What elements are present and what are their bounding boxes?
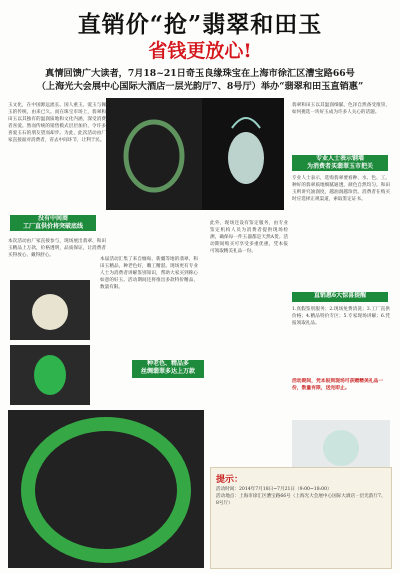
- right-banner-1: [292, 155, 388, 171]
- middle-banner-line-1: 种老色、精品多: [146, 360, 189, 367]
- right-banner-1-line-1: 专业人士表示钢墙: [315, 155, 364, 162]
- left-photo-pendant-2: [10, 345, 90, 405]
- info-body: [216, 486, 386, 507]
- right-body-text-2: 1.真假鉴别服务；2.现场免费清洗；3.工厂直供价格；4.精品特价专区；5.专家现场讲解；6.凭报领取礼品。: [292, 307, 390, 326]
- green-bangle-image: [8, 410, 204, 568]
- right-banner-2: [292, 292, 388, 302]
- right-banner-1-line-2: 为消费者买翡翠玉市把关: [306, 163, 373, 170]
- light-jade-pendant-image: [292, 420, 390, 472]
- intro-line-1: 真情回馈广大读者，7月18~21日奇玉良缘珠宝在上海市徐汇区漕宝路66号: [45, 68, 355, 79]
- info-time: 活动时间：2014年7月18日~7月21日（9:00~18:00）: [216, 487, 332, 492]
- middle-body-text-2: 此外，现场还设有鉴定服务，由专业鉴定机构人员为消费者提供现场检测，确保每一件玉器都是天然A货。活动期间购买可享受多重优惠，凭本报可领取精美礼品一份。: [210, 221, 288, 254]
- right-banner-2-text: 直销惠6大惊喜提醒: [313, 292, 367, 299]
- left-photo-bracelet: [106, 98, 202, 210]
- intro-line-2: （上海光大会展中心国际大酒店一层光韵厅7、8号厅）举办“翡翠和田玉直销惠”: [36, 80, 364, 92]
- large-bangle-photo: [8, 410, 204, 568]
- info-place: 活动地点：上海市徐汇区漕宝路66号（上海光大会展中心国际大酒店一层光韵厅7、8号厅）: [216, 494, 386, 506]
- white-jade-pendant-image: [10, 280, 90, 340]
- right-red-notice: 活动期间，凭本报到现场可获赠精美礼品一份，数量有限，送完即止。: [292, 378, 384, 391]
- right-body-text-1: 专业人士表示，选购翡翠要看种、水、色、工。种好的翡翠质地细腻通透，颜色自然均匀。和田玉则讲究油润度，越油润越珍贵。消费者在购买时应选择正规渠道，索取鉴定证书。: [292, 176, 390, 202]
- info-heading: 提示：: [216, 475, 244, 485]
- left-banner-line-1: 没有中间商: [37, 215, 68, 222]
- middle-banner: [132, 360, 204, 378]
- middle-body-text: 本届活动汇集了来自缅甸、新疆等地的翡翠、和田玉精品，种老色好，雕工精湛。现场更有专业人士为消费者讲解鉴别知识，帮助大家买到称心如意的好玉。活动期间还将推出多款特价精品，数量有限。: [100, 257, 198, 290]
- intro-paragraph: [12, 68, 388, 93]
- jade-bracelet-image: [106, 98, 202, 210]
- headline: 直销价“抢”翡翠和田玉: [77, 11, 323, 38]
- sub-headline: 省钱更放心!: [148, 40, 252, 62]
- green-jade-pendant-image: [10, 345, 90, 405]
- left-photo-pendant-1: [10, 280, 90, 340]
- right-body-text-0: 翡翠和田玉以其温润细腻、色泽自然备受推崇，如何挑选一块好玉成为许多人关心的话题。: [292, 103, 390, 115]
- left-green-banner: [10, 215, 96, 231]
- right-photo-pendant: [292, 420, 390, 472]
- jade-pendant-image: [202, 98, 284, 210]
- center-photo-pendant: [202, 98, 284, 210]
- middle-banner-line-2: 丝绸翡翠多达上万款: [140, 368, 195, 375]
- left-body-text: 玉文化，在中国源远流长。国人重玉，爱玉与佩玉的传统，由来已久。而在珠宝市场上，翡翠和田玉以其独有的温润质地和文化内涵，深受消费者喜爱。然而传统的销售模式层层加价，令许多喜爱玉石的朋友望而却步。为此，此次活动由厂家直接面对消费者，省去中间环节，让利于民。: [8, 103, 106, 143]
- left-banner-line-2: 工厂直供价将突破底线: [22, 223, 83, 230]
- left-body-text-2: 本次活动由厂家直接参与，现场展出翡翠、和田玉精品上万款，价格透明，品质保证，让消费者买得放心、戴得舒心。: [8, 239, 106, 258]
